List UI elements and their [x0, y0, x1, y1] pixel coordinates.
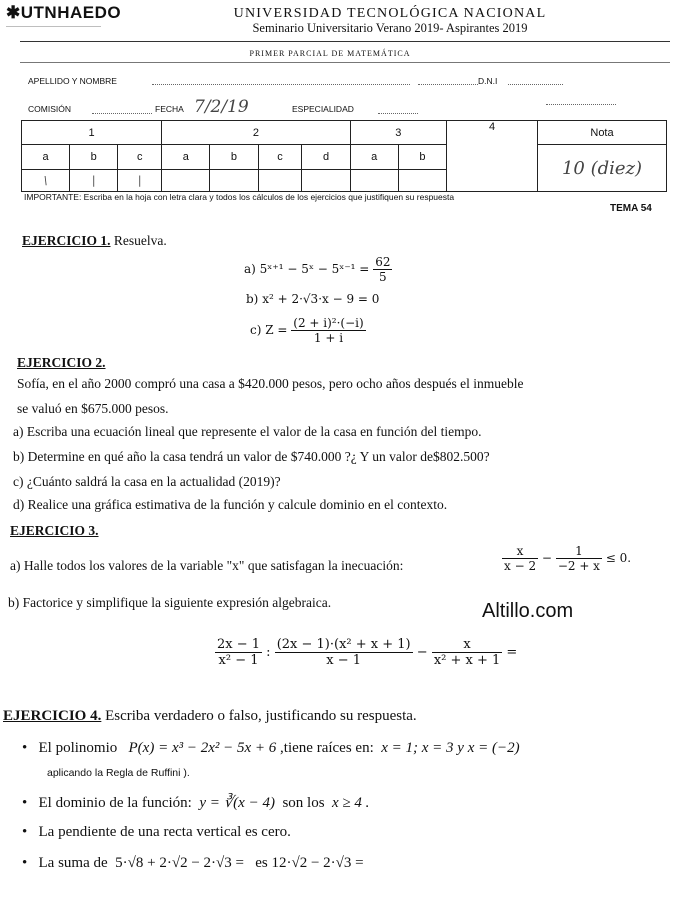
ej1-c: [250, 316, 366, 345]
sub-2b: b: [210, 145, 258, 169]
bullet-icon: •: [22, 795, 28, 811]
mark-3a: [350, 169, 398, 191]
commission-field[interactable]: [92, 113, 152, 114]
ej4-item4-res: 12·√2 − 2·√3 =: [271, 855, 364, 871]
ej1-a-lhs: 5ˣ⁺¹ − 5ˣ − 5ˣ⁻¹ =: [259, 262, 370, 276]
ej1-instruction: Resuelva.: [113, 233, 167, 248]
grades-table: [21, 120, 667, 192]
mark-1c: |: [118, 169, 162, 191]
ej3-b-div: :: [266, 645, 271, 660]
ej3-b-den3: x² + x + 1: [433, 653, 501, 668]
ej2-c: c) ¿Cuánto saldrá la casa en la actualidad (2019)?: [13, 474, 281, 489]
group-2-header: 2: [162, 121, 350, 145]
dni-dots: [418, 84, 478, 85]
ej1-title: EJERCICIO 1.: [22, 233, 111, 248]
sub-1a: a: [22, 145, 70, 169]
sub-2a: a: [162, 145, 210, 169]
ej3-a-den1: x − 2: [504, 559, 537, 573]
ej3-b-den1: x² − 1: [218, 653, 259, 668]
ej4-item2-fn: y = ∛(x − 4): [199, 795, 275, 811]
sub-1b: b: [70, 145, 118, 169]
header-rule-2: [20, 62, 670, 63]
utn-logo: [6, 3, 166, 30]
ej3-a-expr: [502, 544, 631, 573]
ej3-heading: [10, 523, 99, 539]
ej3-b-expr: [215, 637, 517, 668]
ej2-heading: [17, 355, 106, 371]
ej2-title: EJERCICIO 2.: [17, 355, 106, 370]
sub-2d: d: [302, 145, 350, 169]
ej3-a-num2: 1: [556, 544, 602, 559]
ej1-b-label: b): [246, 292, 259, 306]
ej4-item2-c: x ≥ 4 .: [332, 795, 370, 811]
seminar-line: Seminario Universitario Verano 2019- Aspirantes 2019: [252, 21, 528, 35]
tema-label: TEMA 54: [610, 203, 652, 214]
ej2-a: a) Escriba una ecuación lineal que represente el valor de la casa en función del tiempo.: [13, 424, 482, 439]
ej2-d: d) Realice una gráfica estimativa de la función y calcule dominio en el contexto.: [13, 497, 448, 512]
ej4-item1-c: aplicando la Regla de Ruffini ).: [47, 767, 190, 779]
bullet-icon: •: [22, 740, 28, 756]
ej4-item3-text: La pendiente de una recta vertical es cero.: [38, 824, 291, 840]
dni-field[interactable]: [508, 84, 563, 85]
mark-1a: \: [22, 169, 70, 191]
ej1-c-label: c): [250, 323, 262, 337]
exam-title: PRIMER PARCIAL DE MATEMÁTICA: [249, 49, 411, 58]
ej3-b-frac2: [275, 637, 413, 668]
mark-1b: |: [70, 169, 118, 191]
ej3-a-minus: −: [541, 551, 552, 565]
ej1-a-label: a): [244, 262, 256, 276]
dni-label: D.N.I: [478, 76, 498, 86]
ej4-item1-b: ,tiene raíces en:: [280, 740, 374, 756]
ej3-b-text: b) Factorice y simplifique la siguiente expresión algebraica.: [8, 595, 332, 610]
ej4-item2-a: El dominio de la función:: [38, 795, 192, 811]
ej1-a-fraction: [373, 255, 392, 284]
ej1-heading: [22, 233, 167, 249]
ej4-item2-b: son los: [282, 795, 325, 811]
mark-2a: [162, 169, 210, 191]
ej1-b-eq: x² + 2·√3·x − 9 = 0: [262, 292, 380, 306]
commission-label: COMISIÓN: [28, 104, 71, 114]
ej4-item1-roots: x = 1; x = 3 y x = (−2): [381, 740, 520, 756]
ej4-item1-poly: P(x) = x³ − 2x² − 5x + 6: [128, 740, 277, 756]
ej1-a-num: 62: [375, 255, 391, 269]
ej4-item1-a: El polinomio: [38, 740, 118, 756]
group-1-header: 1: [22, 121, 162, 145]
ej3-a-num1: x: [502, 544, 538, 559]
ej3-b-minus: −: [416, 645, 428, 660]
sub-3a: a: [350, 145, 398, 169]
date-value: 7/2/19: [194, 97, 249, 117]
name-field[interactable]: [152, 84, 410, 85]
ej3-a-text: a) Halle todos los valores de la variable "x" que satisfagan la inecuación:: [10, 558, 404, 573]
ej1-c-den: 1 + i: [313, 331, 344, 345]
ej2-line2: se valuó en $675.000 pesos.: [17, 401, 169, 416]
logo-text: UTNHAEDO: [20, 3, 122, 22]
bullet-icon: •: [22, 824, 28, 840]
ej3-b-frac1: [215, 637, 262, 668]
ej2-b: b) Determine en qué año la casa tendrá un valor de $740.000 ?¿ Y un valor de$802.500?: [13, 449, 490, 464]
date-label: FECHA: [155, 104, 184, 114]
ej4-item3: [22, 824, 291, 841]
ej1-b: [246, 292, 379, 306]
header-rule: [20, 41, 670, 42]
ej4-title: EJERCICIO 4.: [3, 708, 102, 724]
ej4-item2: [22, 793, 369, 812]
specialty-dots: [546, 104, 616, 105]
important-note: IMPORTANTE: Escriba en la hoja con letra clara y todos los cálculos de los ejercicios que justifiquen su respuesta: [24, 192, 455, 202]
logo-subtitle: ———————————————————: [6, 24, 101, 30]
group-4-header: 4: [447, 121, 538, 192]
ej4-item1: [22, 740, 520, 757]
ej2-line1: Sofía, en el año 2000 compró una casa a $420.000 pesos, pero ocho años después el inmueble: [17, 376, 524, 391]
sub-2c: c: [258, 145, 302, 169]
mark-2b: [210, 169, 258, 191]
ej4-item4-b: es: [255, 855, 268, 871]
watermark: Altillo.com: [482, 600, 574, 622]
group-3-header: 3: [350, 121, 446, 145]
ej3-b-frac3: [432, 637, 502, 668]
ej3-a-frac2: [556, 544, 602, 573]
mark-2c: [258, 169, 302, 191]
sub-1c: c: [118, 145, 162, 169]
ej1-a-den: 5: [379, 270, 387, 284]
ej4-instruction: Escriba verdadero o falso, justificando su respuesta.: [105, 708, 417, 724]
sub-3b: b: [398, 145, 446, 169]
mark-2d: [302, 169, 350, 191]
specialty-label: ESPECIALIDAD: [292, 104, 354, 114]
ej3-b-num1: 2x − 1: [217, 637, 261, 652]
ej1-c-lhs: Z =: [265, 323, 288, 337]
ej3-title: EJERCICIO 3.: [10, 523, 99, 538]
ej3-b-num3: x: [432, 637, 502, 653]
ej3-b-den2: x − 1: [326, 653, 362, 668]
name-label: APELLIDO Y NOMBRE: [28, 76, 117, 86]
ej3-a-frac1: [502, 544, 538, 573]
logo-star-icon: ✱: [6, 3, 21, 22]
university-name: UNIVERSIDAD TECNOLÓGICA NACIONAL: [233, 6, 547, 21]
ej3-a-den2: −2 + x: [557, 559, 600, 573]
ej1-c-fraction: [291, 316, 365, 345]
ej4-item4-expr: 5·√8 + 2·√2 − 2·√3 =: [115, 855, 244, 871]
ej4-item4: [22, 855, 364, 872]
ej3-b-tail: =: [506, 645, 518, 660]
ej3-a-tail: ≤ 0.: [605, 551, 632, 565]
ej1-c-num: (2 + i)²·(−i): [293, 316, 364, 330]
nota-header: Nota: [538, 121, 667, 145]
bullet-icon: •: [22, 855, 28, 871]
specialty-field[interactable]: [378, 113, 418, 114]
ej3-b-num2: (2x − 1)·(x² + x + 1): [276, 637, 411, 652]
ej4-item4-a: La suma de: [38, 855, 108, 871]
mark-3b: [398, 169, 446, 191]
ej1-a: [244, 255, 392, 284]
ej4-heading: [3, 708, 417, 725]
nota-value: 10 (diez): [538, 145, 667, 192]
